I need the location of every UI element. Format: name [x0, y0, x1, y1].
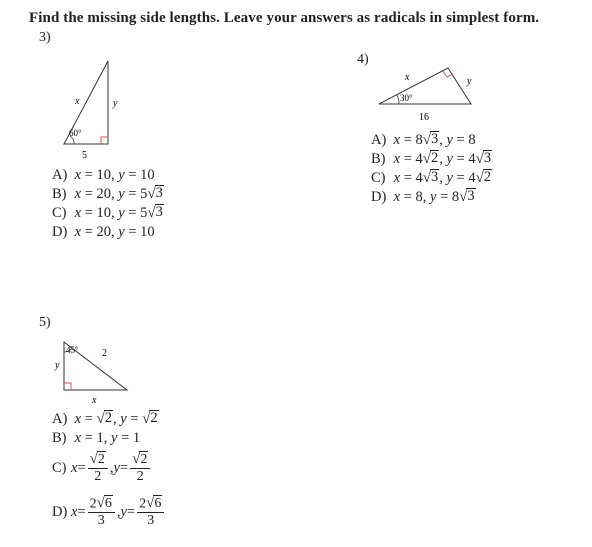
- problem-5-choice-b[interactable]: B) x = 1, y = 1: [52, 430, 141, 446]
- problem-5-right-angle-mark: [64, 383, 71, 390]
- problem-4-choice-b[interactable]: B) x = 4 √ 2 , y = 4 √ 3: [371, 150, 492, 167]
- problem-5-choice-d[interactable]: D) x = 2 √ 6 3 , y = 2 √ 6 3: [52, 490, 166, 534]
- problem-4-triangle-figure: [372, 60, 492, 126]
- problem-4-triangle: [379, 68, 471, 104]
- problem-5-number: 5): [39, 315, 51, 330]
- problem-3-number: 3): [39, 30, 51, 45]
- problem-3-label-angle: 60°: [69, 128, 82, 138]
- problem-4-choice-c[interactable]: C) x = 4 √ 3 , y = 4 √ 2: [371, 169, 492, 186]
- problem-5-choice-c[interactable]: C) x = √ 2 2 , y = √ 2 2: [52, 448, 166, 488]
- problem-3-choice-a[interactable]: A) x = 10, y = 10: [52, 167, 155, 183]
- problem-5-choice-d-x-fraction: 2 √ 6 3: [88, 495, 115, 529]
- problem-3-choice-b[interactable]: B) x = 20, y = 5 √ 3: [52, 185, 163, 202]
- problem-5-label-angle: 45°: [66, 345, 79, 355]
- problem-5-triangle-figure: [50, 328, 135, 406]
- problem-5-choice-d-y-fraction: 2 √ 6 3: [137, 495, 164, 529]
- problem-4-label-y: y: [467, 76, 472, 87]
- problem-3-triangle-figure: [55, 55, 125, 160]
- problem-3-choice-c[interactable]: C) x = 10, y = 5 √ 3: [52, 204, 163, 221]
- problem-3-choice-d[interactable]: D) x = 20, y = 10: [52, 224, 155, 240]
- problem-4-choices: [371, 131, 492, 207]
- problem-4-angle-arc: [397, 95, 399, 104]
- problem-3-label-y: y: [113, 98, 118, 109]
- problem-5-choice-c-x-fraction: √ 2 2: [88, 451, 108, 485]
- problem-3-choices: [52, 166, 164, 242]
- problem-4-number: 4): [357, 52, 369, 67]
- problem-4-choice-a[interactable]: A) x = 8 √ 3 , y = 8: [371, 131, 476, 148]
- worksheet-instructions: Find the missing side lengths. Leave your answers as radicals in simplest form.: [29, 10, 540, 26]
- problem-5-label-x: x: [92, 395, 97, 406]
- problem-4-label-angle: 30°: [400, 93, 413, 103]
- problem-3-right-angle-mark: [101, 137, 108, 144]
- problem-5-label-y: y: [55, 360, 60, 371]
- problem-5-choices: [52, 410, 166, 534]
- problem-5-label-hyp: 2: [102, 348, 107, 359]
- problem-4-label-x: x: [405, 72, 410, 83]
- problem-4-choice-d[interactable]: D) x = 8, y = 8 √ 3: [371, 188, 475, 205]
- problem-4-label-base: 16: [419, 112, 429, 123]
- problem-3-label-base: 5: [82, 150, 87, 160]
- problem-5-choice-c-y-fraction: √ 2 2: [130, 451, 150, 485]
- problem-3-label-x: x: [75, 96, 80, 107]
- problem-5-choice-a[interactable]: A) x = √ 2 , y = √ 2: [52, 410, 158, 427]
